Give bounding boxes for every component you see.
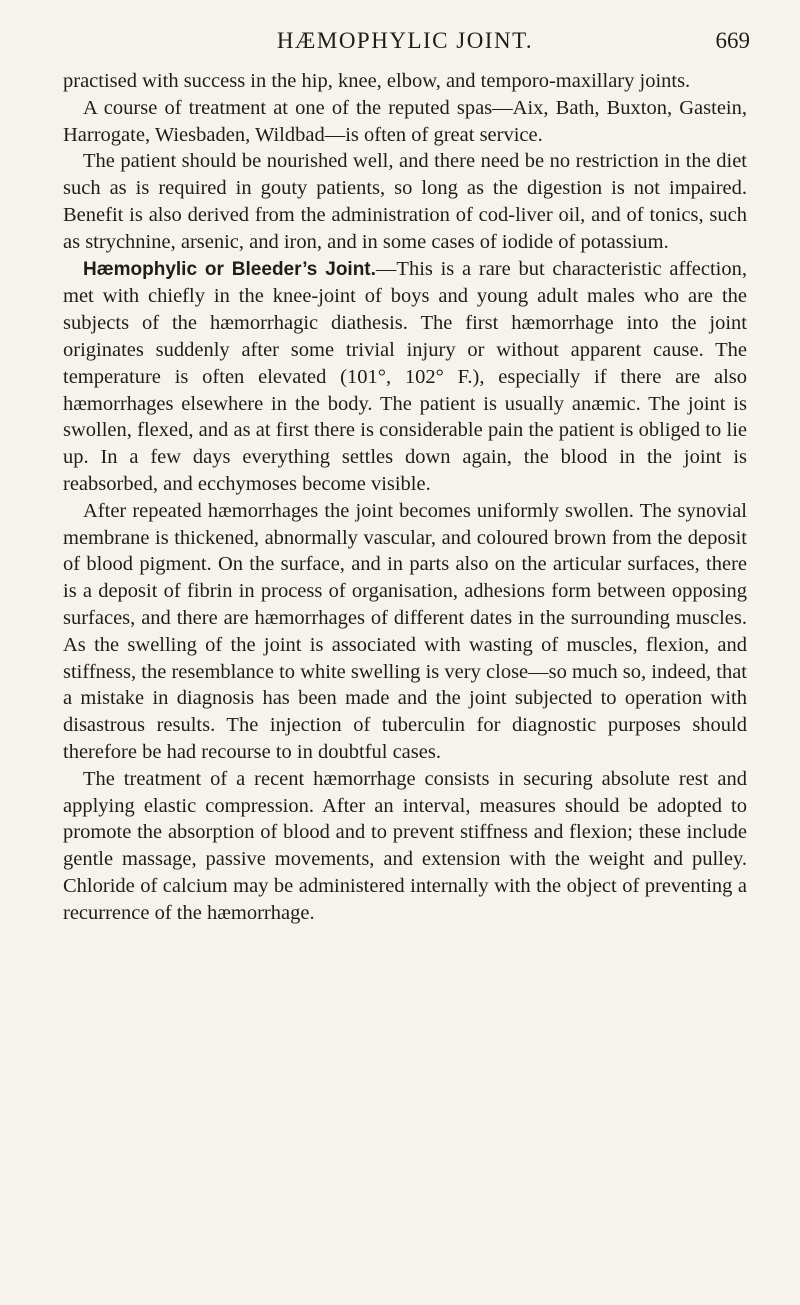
- paragraph-diet: The patient should be nourished well, and there need be no restriction in the diet such as is required in gouty patients, so long as the digestion is not impaired. Benefit is also derived from the administration of cod-liver oil, and of tonics, such as strychnine, arsenic, and iron, and in some cases of iodide of potassium.: [63, 150, 747, 253]
- paragraph-continuation: practised with success in the hip, knee, elbow, and temporo-maxillary joints.: [63, 70, 691, 92]
- section-heading: Hæmophylic or Bleeder’s Joint.: [83, 258, 376, 280]
- running-title: HÆMOPHYLIC JOINT.: [276, 28, 534, 53]
- page-number: 669: [715, 28, 750, 53]
- paragraph-treatment: The treatment of a recent hæmorrhage consists in securing absolute rest and applying elastic compression. After an interval, measures should be adopted to promote the absorption of blood and to prevent stiffness and flexion; these include gentle massage, passive movements, and extension with the weight and pulley. Chloride of calcium may be administered internally with the object of preventing a recurrence of the hæmorrhage.: [63, 767, 747, 924]
- running-head: [60, 26, 750, 56]
- section-text: —This is a rare but characteristic affection, met with chiefly in the knee-joint of boys and young adult males who are the subjects of the hæmorrhagic diathesis. The first hæmorrhage into the joint originates suddenly after some trivial injury or without apparent cause. The temperature is often elevated (101°, 102° F.), especially if there are also hæmorrhages elsewhere in the body. The patient is usually anæmic. The joint is swollen, flexed, and as at first there is considerable pain the patient is obliged to lie up. In a few days everything settles down again, the blood in the joint is reabsorbed, and ecchymoses become visible.: [63, 257, 747, 495]
- paragraph-haemophylic-joint: [63, 256, 747, 498]
- body-text: [63, 68, 747, 927]
- paragraph-spas: A course of treatment at one of the reputed spas—Aix, Bath, Buxton, Gastein, Harrogate, Wiesbaden, Wildbad—is often of great service.: [63, 96, 747, 146]
- paragraph-repeated-haemorrhages: After repeated hæmorrhages the joint becomes uniformly swollen. The synovial membrane is thickened, abnormally vascular, and coloured brown from the deposit of blood pigment. On the surface, and in parts also on the articular surfaces, there is a deposit of fibrin in process of organisation, adhesions form between opposing surfaces, and there are hæmorrhages of different dates in the surrounding muscles. As the swelling of the joint is associated with wasting of muscles, flexion, and stiffness, the resemblance to white swelling is very close—so much so, indeed, that a mistake in diagnosis has been made and the joint subjected to operation with disastrous results. The injection of tuberculin for diagnostic purposes should therefore be had recourse to in doubtful cases.: [63, 499, 747, 763]
